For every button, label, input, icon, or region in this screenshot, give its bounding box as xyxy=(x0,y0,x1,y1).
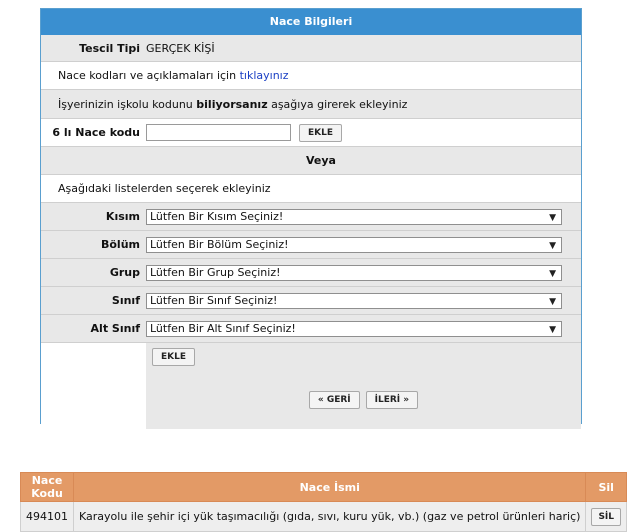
tescil-row xyxy=(41,35,581,61)
tescil-value: GERÇEK KİŞİ xyxy=(146,41,215,55)
back-button[interactable]: « GERİ xyxy=(309,391,360,409)
select-row-sinif xyxy=(41,287,581,314)
dropdown-arrow-icon: ▼ xyxy=(549,296,556,307)
row-nace-name: Karayolu ile şehir içi yük taşımacılığı (gıda, sıvı, kuru yük, vb.) (gaz ve petrol ürünleri hariç) xyxy=(74,502,586,532)
bolum-label: Bölüm xyxy=(100,238,140,251)
bolum-select[interactable] xyxy=(146,237,562,253)
tescil-label: Tescil Tipi xyxy=(79,41,140,55)
delete-button[interactable]: SİL xyxy=(591,508,621,526)
alt-sinif-select-value: Lütfen Bir Alt Sınıf Seçiniz! xyxy=(150,321,296,335)
kisim-select[interactable] xyxy=(146,209,562,225)
table-header-row xyxy=(21,473,627,502)
next-button[interactable]: İLERİ » xyxy=(366,391,418,409)
grup-select-value: Lütfen Bir Grup Seçiniz! xyxy=(150,265,281,279)
know-row xyxy=(41,90,581,118)
row-nace-code: 494101 xyxy=(21,502,74,532)
or-label: Veya xyxy=(306,154,336,167)
add-select-row xyxy=(41,343,581,371)
select-row-bolum xyxy=(41,231,581,258)
header-nace-name: Nace İsmi xyxy=(74,473,586,502)
dropdown-arrow-icon: ▼ xyxy=(549,240,556,251)
info-link[interactable]: tıklayınız xyxy=(239,69,289,82)
bolum-select-value: Lütfen Bir Bölüm Seçiniz! xyxy=(150,237,289,251)
grup-select[interactable] xyxy=(146,265,562,281)
spacer xyxy=(41,371,146,429)
nace-table xyxy=(20,472,627,532)
know-text-pre: İşyerinizin işkolu kodunu xyxy=(58,97,197,111)
choose-row xyxy=(41,175,581,202)
choose-text: Aşağıdaki listelerden seçerek ekleyiniz xyxy=(58,182,271,195)
know-text-bold: biliyorsanız xyxy=(196,97,268,111)
add-select-button[interactable]: EKLE xyxy=(152,348,195,366)
alt-sinif-select[interactable] xyxy=(146,321,562,337)
select-row-kisim xyxy=(41,203,581,230)
sinif-select[interactable] xyxy=(146,293,562,309)
info-row xyxy=(41,62,581,89)
nav-cell xyxy=(146,371,581,429)
dropdown-arrow-icon: ▼ xyxy=(549,324,556,335)
add-code-button[interactable]: EKLE xyxy=(299,124,342,142)
grup-label: Grup xyxy=(109,266,140,279)
alt-sinif-label: Alt Sınıf xyxy=(90,322,140,335)
dropdown-arrow-icon: ▼ xyxy=(549,268,556,279)
info-text: Nace kodları ve açıklamaları için xyxy=(58,69,240,82)
spacer xyxy=(41,343,146,371)
nace-code-input[interactable] xyxy=(146,124,291,141)
kisim-label: Kısım xyxy=(105,210,140,223)
kisim-select-value: Lütfen Bir Kısım Seçiniz! xyxy=(150,209,284,223)
nav-row xyxy=(41,371,581,429)
sinif-label: Sınıf xyxy=(111,294,140,307)
header-delete: Sil xyxy=(586,473,627,502)
or-row xyxy=(41,147,581,174)
row-delete-cell xyxy=(586,502,627,532)
sinif-select-value: Lütfen Bir Sınıf Seçiniz! xyxy=(150,293,278,307)
select-row-alt-sinif xyxy=(41,315,581,342)
header-nace-code: Nace Kodu xyxy=(21,473,74,502)
know-text-post: aşağıya girerek ekleyiniz xyxy=(267,97,408,111)
nace-info-panel xyxy=(40,8,582,424)
nace-code-label: 6 lı Nace kodu xyxy=(52,126,140,139)
nace-code-row xyxy=(41,119,581,146)
add-select-cell xyxy=(146,343,581,371)
panel-title: Nace Bilgileri xyxy=(41,9,581,35)
dropdown-arrow-icon: ▼ xyxy=(549,212,556,223)
table-row xyxy=(21,502,627,532)
select-row-grup xyxy=(41,259,581,286)
